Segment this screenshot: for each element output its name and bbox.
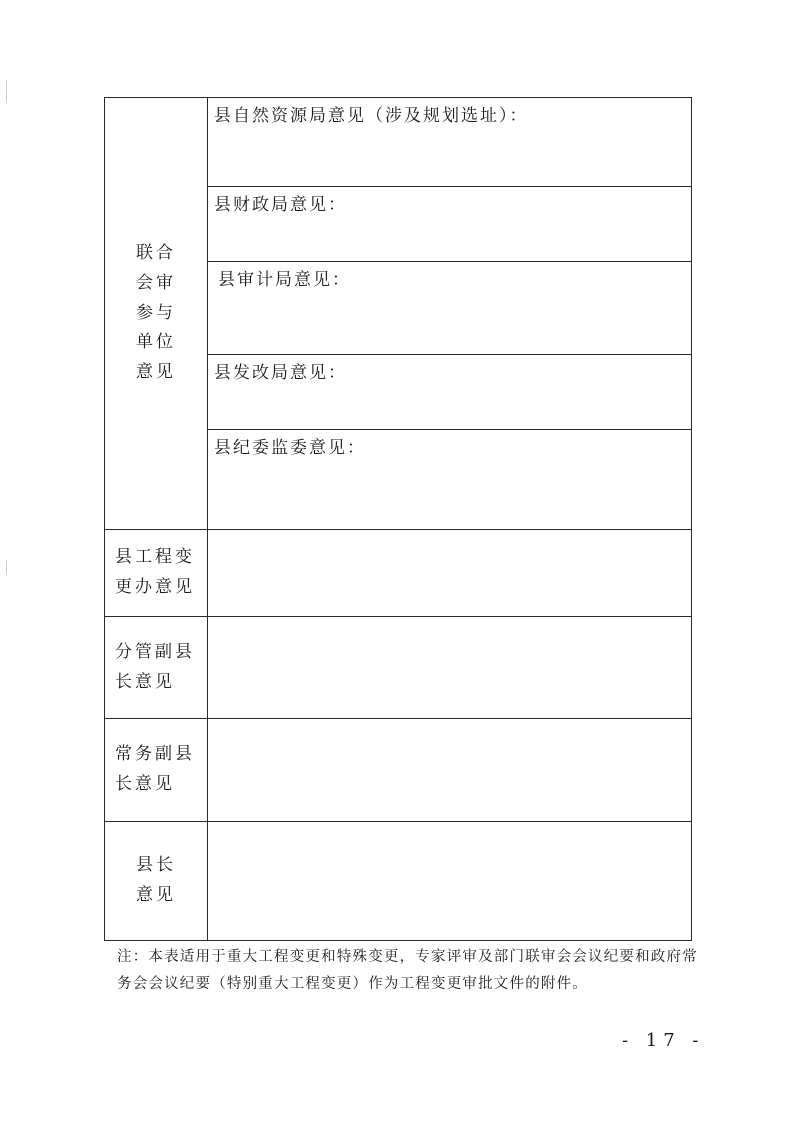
- footnote: 注：本表适用于重大工程变更和特殊变更，专家评审及部门联审会会议纪要和政府常务会会议纪要（特别重大工程变更）作为工程变更审批文件的附件。: [117, 949, 698, 992]
- executive-deputy-label-cell: [105, 719, 208, 822]
- deputy-county-head-label-cell: [105, 617, 208, 719]
- finance-opinion-cell[interactable]: [208, 187, 692, 262]
- audit-opinion-cell[interactable]: [208, 262, 692, 355]
- table-row: [105, 98, 692, 187]
- county-head-label-cell: [105, 822, 208, 941]
- table-row: [105, 822, 692, 941]
- table-row: [105, 530, 692, 617]
- table-row: [105, 719, 692, 822]
- change-office-label-cell: [105, 530, 208, 617]
- finance-opinion-label: 县财政局意见：: [214, 195, 347, 215]
- binding-mark: [6, 560, 7, 574]
- executive-deputy-opinion-cell[interactable]: [208, 719, 692, 822]
- county-head-opinion-cell[interactable]: [208, 822, 692, 941]
- approval-form-table: [104, 97, 692, 941]
- page-number: - 17 -: [622, 1030, 705, 1051]
- deputy-county-head-label: 分管副县 长意见: [115, 641, 195, 692]
- natural-resources-opinion-label: 县自然资源局意见（涉及规划选址）：: [214, 106, 529, 126]
- deputy-county-head-opinion-cell[interactable]: [208, 617, 692, 719]
- development-reform-opinion-label: 县发改局意见：: [214, 363, 347, 383]
- binding-mark: [6, 80, 7, 102]
- county-head-label: 县长 意见: [136, 855, 176, 905]
- joint-review-label: 联合 会审 参与 单位 意见: [136, 243, 176, 383]
- audit-opinion-label: 县审计局意见：: [218, 270, 351, 290]
- change-office-label: 县工程变 更办意见: [115, 547, 195, 597]
- natural-resources-opinion-cell[interactable]: [208, 98, 692, 187]
- table-row: [105, 617, 692, 719]
- change-office-opinion-cell[interactable]: [208, 530, 692, 617]
- joint-review-label-cell: [105, 98, 208, 530]
- executive-deputy-label: 常务副县 长意见: [115, 744, 195, 794]
- development-reform-opinion-cell[interactable]: [208, 355, 692, 430]
- discipline-opinion-label: 县纪委监委意见：: [214, 438, 366, 458]
- discipline-opinion-cell[interactable]: [208, 430, 692, 530]
